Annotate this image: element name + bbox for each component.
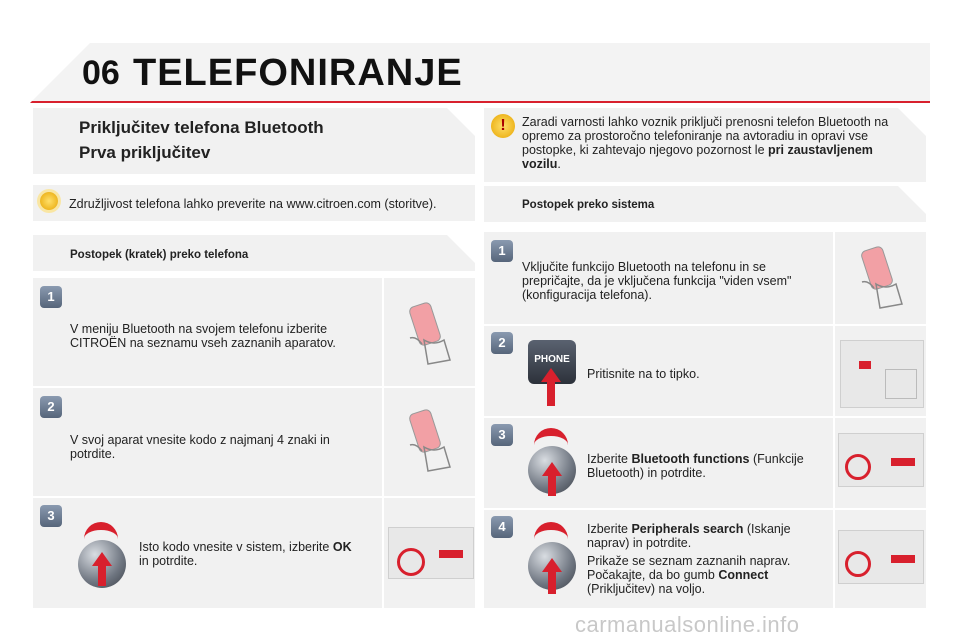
left-section-header: Postopek (kratek) preko telefona: [70, 249, 249, 261]
right-section-header: Postopek preko sistema: [522, 199, 655, 211]
left-divider-1: [33, 386, 475, 388]
right-image-column-divider: [833, 232, 835, 608]
warning-icon: !: [491, 114, 515, 138]
right-step-3-text: Izberite Bluetooth functions (Funkcije Bluetooth) in potrdite.: [587, 452, 804, 480]
section-subtitle: Prva priključitev: [79, 143, 211, 162]
press-arrow-head-icon: [92, 552, 112, 566]
press-arrow-icon: [547, 380, 555, 406]
chapter-number: 06: [82, 54, 120, 92]
press-arrow-icon: [98, 564, 106, 586]
compat-note: Združljivost telefona lahko preverite na www.citroen.com (storitve).: [69, 197, 437, 211]
right-step-2-text: Pritisnite na to tipko.: [587, 367, 700, 381]
left-step-1-badge: 1: [40, 286, 62, 308]
phone-hand-icon: [852, 242, 912, 312]
right-step-2-badge: 2: [491, 332, 513, 354]
section-title: Priključitev telefona Bluetooth: [79, 118, 324, 137]
radio-panel-thumbnail: [838, 433, 924, 487]
phone-hand-icon: [400, 298, 460, 368]
page-title: TELEFONIRANJE: [133, 52, 463, 94]
right-step-4-text-2: Prikaže se seznam zaznanih naprav. Počakajte, da bo gumb Connect (Priključitev) na voljo.: [587, 554, 791, 596]
phone-hand-icon: [400, 405, 460, 475]
phone-button-label: PHONE: [534, 354, 570, 365]
right-divider-3: [484, 508, 926, 510]
warning-text: Zaradi varnosti lahko voznik priključi prenosni telefon Bluetooth na opremo za prostoročno telefoniranje na avtoradiu in opravi vse postopke, ki zahtevajo njegovo pozornost le pri zaustavljenem vozilu.: [522, 115, 889, 171]
left-step-3-text: Isto kodo vnesite v sistem, izberite OK in potrdite.: [139, 540, 352, 568]
right-step-1-text: Vključite funkcijo Bluetooth na telefonu in se prepričajte, da je vključena funkcija "viden vsem" (konfiguracija telefona).: [522, 260, 792, 302]
radio-panel-thumbnail: [388, 527, 474, 579]
press-arrow-icon: [548, 474, 556, 496]
left-step-1-text: V meniju Bluetooth na svojem telefonu izberite CITROËN na seznamu vseh zaznanih aparatov.: [70, 322, 336, 350]
footer-watermark: carmanualsonline.info: [575, 612, 800, 637]
press-arrow-head-icon: [542, 558, 562, 572]
press-arrow-head-icon: [541, 368, 561, 382]
right-divider-2: [484, 416, 926, 418]
left-step-2-badge: 2: [40, 396, 62, 418]
left-divider-2: [33, 496, 475, 498]
info-icon: [40, 192, 58, 210]
left-image-column-divider: [382, 278, 384, 608]
right-divider-1: [484, 324, 926, 326]
left-step-2-text: V svoj aparat vnesite kodo z najmanj 4 znaki in potrdite.: [70, 433, 330, 461]
right-step-3-badge: 3: [491, 424, 513, 446]
radio-panel-thumbnail: [838, 530, 924, 584]
press-arrow-icon: [548, 570, 556, 594]
press-arrow-head-icon: [542, 462, 562, 476]
radio-panel-thumbnail: [840, 340, 924, 408]
right-step-4-text: Izberite Peripherals search (Iskanje naprav) in potrdite.: [587, 522, 791, 550]
right-step-1-badge: 1: [491, 240, 513, 262]
left-step-3-badge: 3: [40, 505, 62, 527]
right-step-4-badge: 4: [491, 516, 513, 538]
